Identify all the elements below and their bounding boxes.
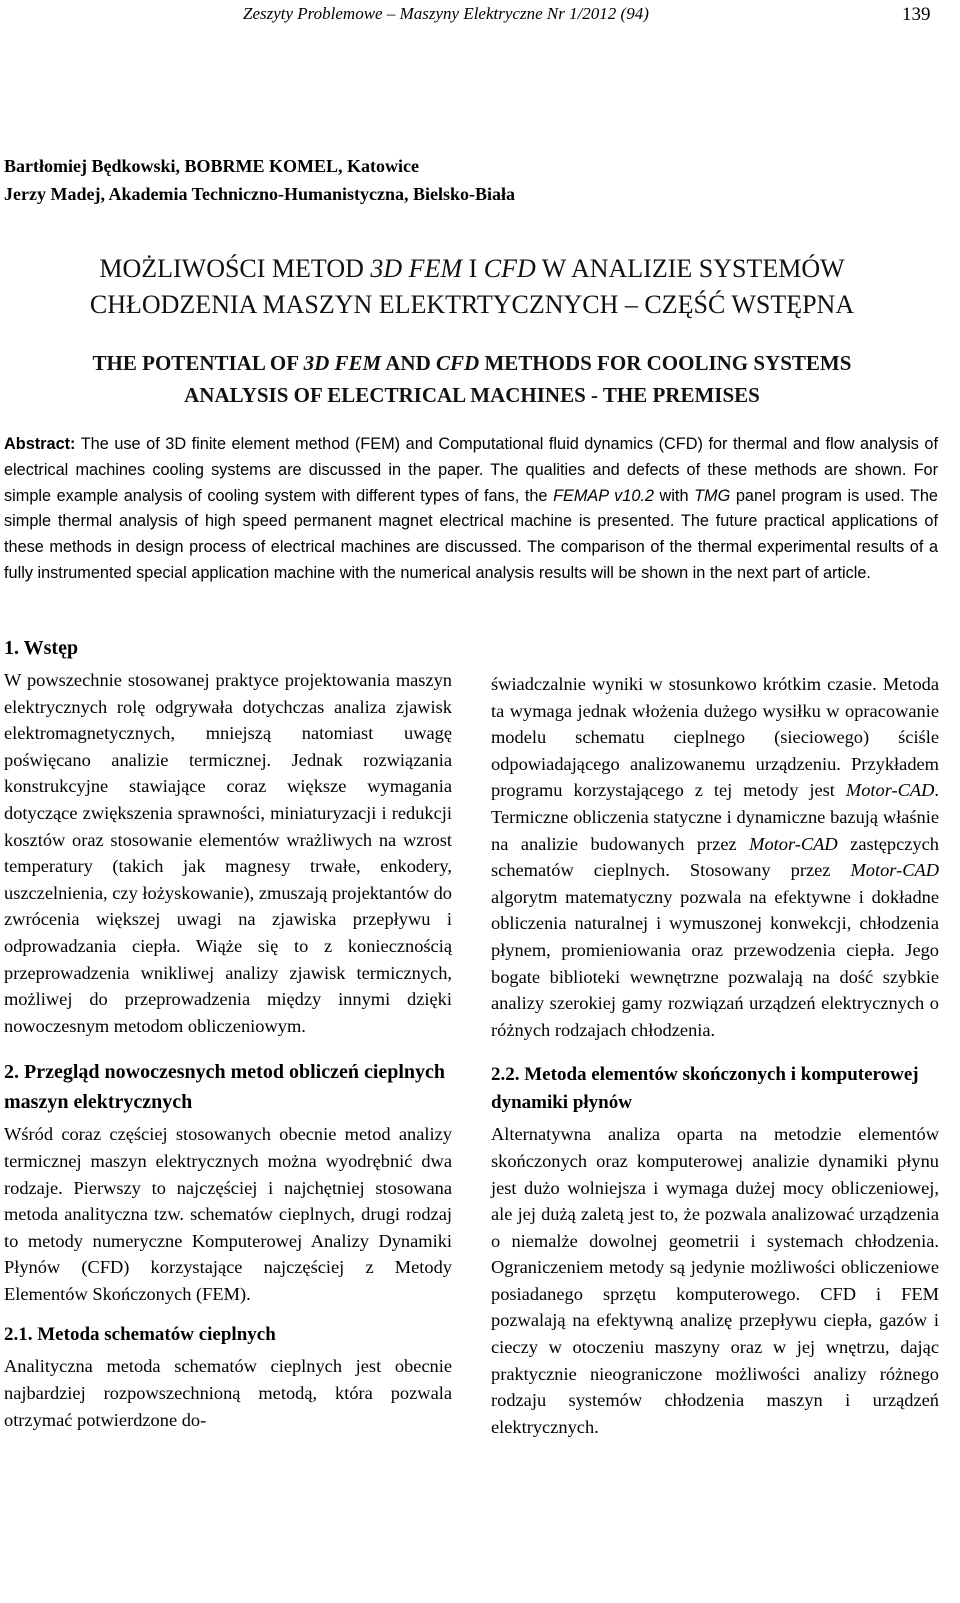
page-number: 139 <box>902 4 931 25</box>
section-2-1-heading: 2.1. Metoda schematów cieplnych <box>4 1324 276 1346</box>
title-english <box>0 347 944 411</box>
section-2-2-heading: 2.2. Metoda elementów skończonych i komputerowej dynamiki płynów <box>491 1064 919 1114</box>
title-polish-line-1: MOŻLIWOŚCI METOD 3D FEM I CFD W ANALIZIE SYSTEMÓW <box>99 254 845 283</box>
section-2-1-text: Analityczna metoda schematów cieplnych jest obecnie najbardziej rozpowszechnioną metodą, która pozwala otrzymać potwierdzone do- <box>4 1356 452 1430</box>
section-1-text: W powszechnie stosowanej praktyce projektowania maszyn elektrycznych rolę odgrywała dotychczas analiza zjawisk elektromagnetycznych, mniejszą natomiast uwagę poświęcano analizie termicznej. Jednak rozwiązania konstrukcyjne stawiające coraz większe wymagania dotyczące zwiększenia sprawności, miniaturyzacji i redukcji kosztów oraz stosowanie elementów wrażliwych na wzrost temperatury (takich jak magnesy trwałe, enkodery, uszczelnienia, czy łożyskowanie), zmuszają projektantów do zwrócenia większej uwagi na zjawiska przepływu i odprowadzania ciepła. Wiąże się to z koniecznością przeprowadzenia wnikliwej analizy zjawisk termicznych, możliwej do przeprowadzenia między innymi dzięki nowoczesnym metodom obliczeniowym. <box>4 670 452 1036</box>
abstract-label: Abstract: <box>4 435 76 453</box>
section-2-heading: 2. Przegląd nowoczesnych metod obliczeń cieplnych maszyn elektrycznych <box>4 1061 446 1114</box>
abstract: Abstract: The use of 3D finite element method (FEM) and Computational fluid dynamics (CFD) for thermal and flow analysis of electrical machines cooling systems are discussed in the paper. The qualities and defects of these methods are shown. For simple example analysis of cooling system with different types of fans, the FEMAP v10.2 with TMG panel program is used. The simple thermal analysis of high speed permanent magnet electrical machine is presented. The future practical applications of these methods in design process of electrical machines are discussed. The comparison of the thermal experimental results of a fully instrumented special application machine with the numerical analysis results will be shown in the next part of article. <box>4 435 938 582</box>
title-english-line-2: ANALYSIS OF ELECTRICAL MACHINES - THE PREMISES <box>184 383 760 407</box>
authors-block <box>4 152 515 208</box>
right-column <box>491 671 939 1440</box>
section-2-text: Wśród coraz częściej stosowanych obecnie metod analizy termicznej maszyn elektrycznych można wyodrębnić dwa rodzaje. Pierwszy to najczęściej i najchętniej stosowana metoda analityczna tzw. schematów cieplnych, drugi rodzaj to metody numeryczne Komputerowej Analizy Dynamiki Płynów (CFD) korzystające najczęściej z Metody Elementów Skończonych (FEM). <box>4 1124 452 1304</box>
author-line-1: Bartłomiej Będkowski, BOBRME KOMEL, Katowice <box>4 156 419 176</box>
section-1-heading: 1. Wstęp <box>4 637 79 659</box>
section-2-2-text: Alternatywna analiza oparta na metodzie elementów skończonych oraz komputerowej analizie dynamiki płynu jest dużo wolniejsza i wymaga dużej mocy obliczeniowej, ale jej dużą zaletą jest to, że pozwala analizować urządzenia o niemalże dowolnej geometrii i systemach chłodzenia. Ograniczeniem metody są jedynie możliwości obliczeniowe posiadanego sprzętu komputerowego. CFD i FEM pozwalają na efektywną analizę przepływu ciepła, gazów i cieczy w otoczeniu maszyny oraz w jej wnętrzu, dając praktycznie nieograniczone możliwości analizy różnego rodzaju systemów chłodzenia maszyn i urządzeń elektrycznych. <box>491 1124 939 1437</box>
title-english-line-1: THE POTENTIAL OF 3D FEM AND CFD METHODS FOR COOLING SYSTEMS <box>92 351 852 375</box>
title-polish-line-2: CHŁODZENIA MASZYN ELEKTRTYCZNYCH – CZĘŚĆ WSTĘPNA <box>89 290 855 319</box>
journal-header: Zeszyty Problemowe – Maszyny Elektryczne Nr 1/2012 (94) <box>243 4 649 23</box>
author-line-2: Jerzy Madej, Akademia Techniczno-Humanistyczna, Bielsko-Biała <box>4 184 515 204</box>
section-2-1-continued-text: świadczalnie wyniki w stosunkowo krótkim czasie. Metoda ta wymaga jednak włożenia dużego wysiłku w opracowanie modelu schematu cieplnego (sieciowego) ściśle odpowiadającego analizowanemu urządzeniu. Przykładem programu korzystającego z tej metody jest Motor-CAD. Termiczne obliczenia statyczne i dynamiczne bazują właśnie na analizie budowanych przez Motor-CAD zastępczych schematów cieplnych. Stosowany przez Motor-CAD algorytm matematyczny pozwala na efektywne i dokładne obliczenia naturalnej i wymuszonej konwekcji, chłodzenia płynem, promieniowania oraz przewodzenia ciepła. Jego bogate biblioteki wewnętrzne pozwalają na dość szybkie analizy szerokiej gamy rozwiązań urządzeń elektrycznych o różnych rodzajach chłodzenia. <box>491 674 939 1040</box>
title-polish <box>0 251 944 323</box>
left-column <box>4 633 452 1433</box>
